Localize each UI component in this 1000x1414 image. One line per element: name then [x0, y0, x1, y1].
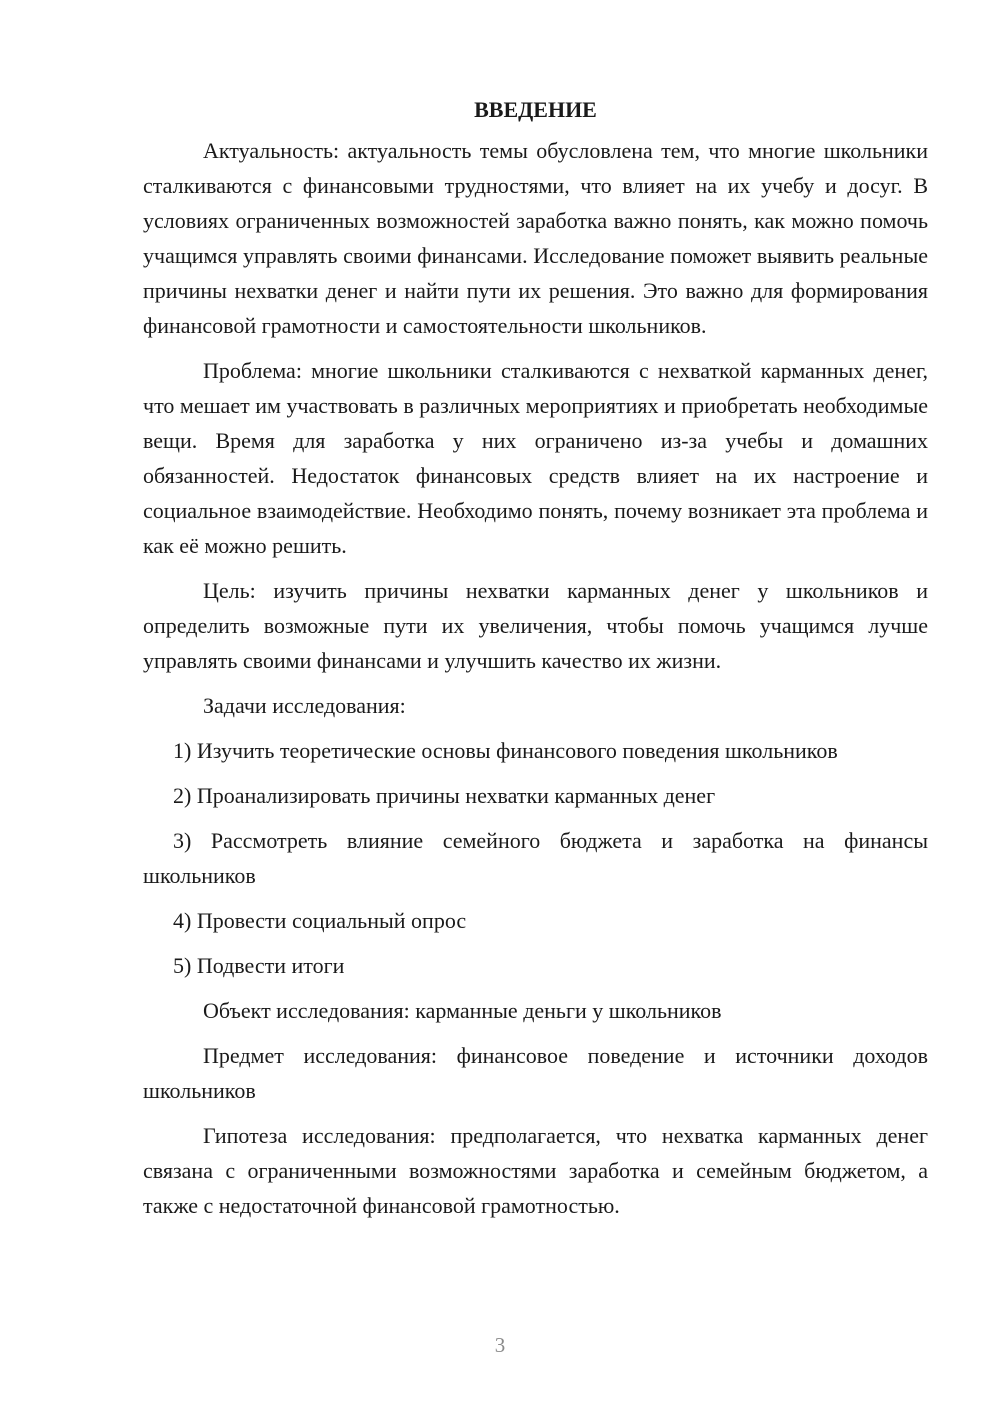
goal-paragraph: Цель: изучить причины нехватки карманных денег у школьников и определить возможные пути их увеличения, чтобы помочь учащимся лучше управлять своими финансами и улучшить качество их жизни. [143, 578, 928, 673]
subject-paragraph: Предмет исследования: финансовое поведение и источники доходов школьников [143, 1043, 928, 1103]
hypothesis-paragraph: Гипотеза исследования: предполагается, что нехватка карманных денег связана с ограниченными возможностями заработка и семейным бюджетом, а также с недостаточной финансовой грамотностью. [143, 1123, 928, 1218]
document-page [143, 92, 928, 1233]
object-paragraph: Объект исследования: карманные деньги у школьников [203, 998, 722, 1023]
tasks-heading: Задачи исследования: [203, 693, 406, 718]
document-title: ВВЕДЕНИЕ [474, 97, 597, 122]
task-item: 2) Проанализировать причины нехватки карманных денег [173, 783, 716, 808]
task-item: 1) Изучить теоретические основы финансового поведения школьников [173, 738, 838, 763]
task-item: 4) Провести социальный опрос [173, 908, 467, 933]
relevance-paragraph: Актуальность: актуальность темы обусловлена тем, что многие школьники сталкиваются с финансовыми трудностями, что влияет на их учебу и досуг. В условиях ограниченных возможностей заработка важно понять, как можно помочь учащимся управлять своими финансами. Исследование поможет выявить реальные причины нехватки денег и найти пути их решения. Это важно для формирования финансовой грамотности и самостоятельности школьников. [143, 138, 928, 338]
page-number: 3 [494, 1333, 506, 1357]
task-item: 5) Подвести итоги [173, 953, 345, 978]
problem-paragraph: Проблема: многие школьники сталкиваются с нехваткой карманных денег, что мешает им участвовать в различных мероприятиях и приобретать необходимые вещи. Время для заработка у них ограничено из-за учебы и домашних обязанностей. Недостаток финансовых средств влияет на их настроение и социальное взаимодействие. Необходимо понять, почему возникает эта проблема и как её можно решить. [143, 358, 928, 558]
task-item: 3) Рассмотреть влияние семейного бюджета и заработка на финансы школьников [143, 828, 928, 888]
